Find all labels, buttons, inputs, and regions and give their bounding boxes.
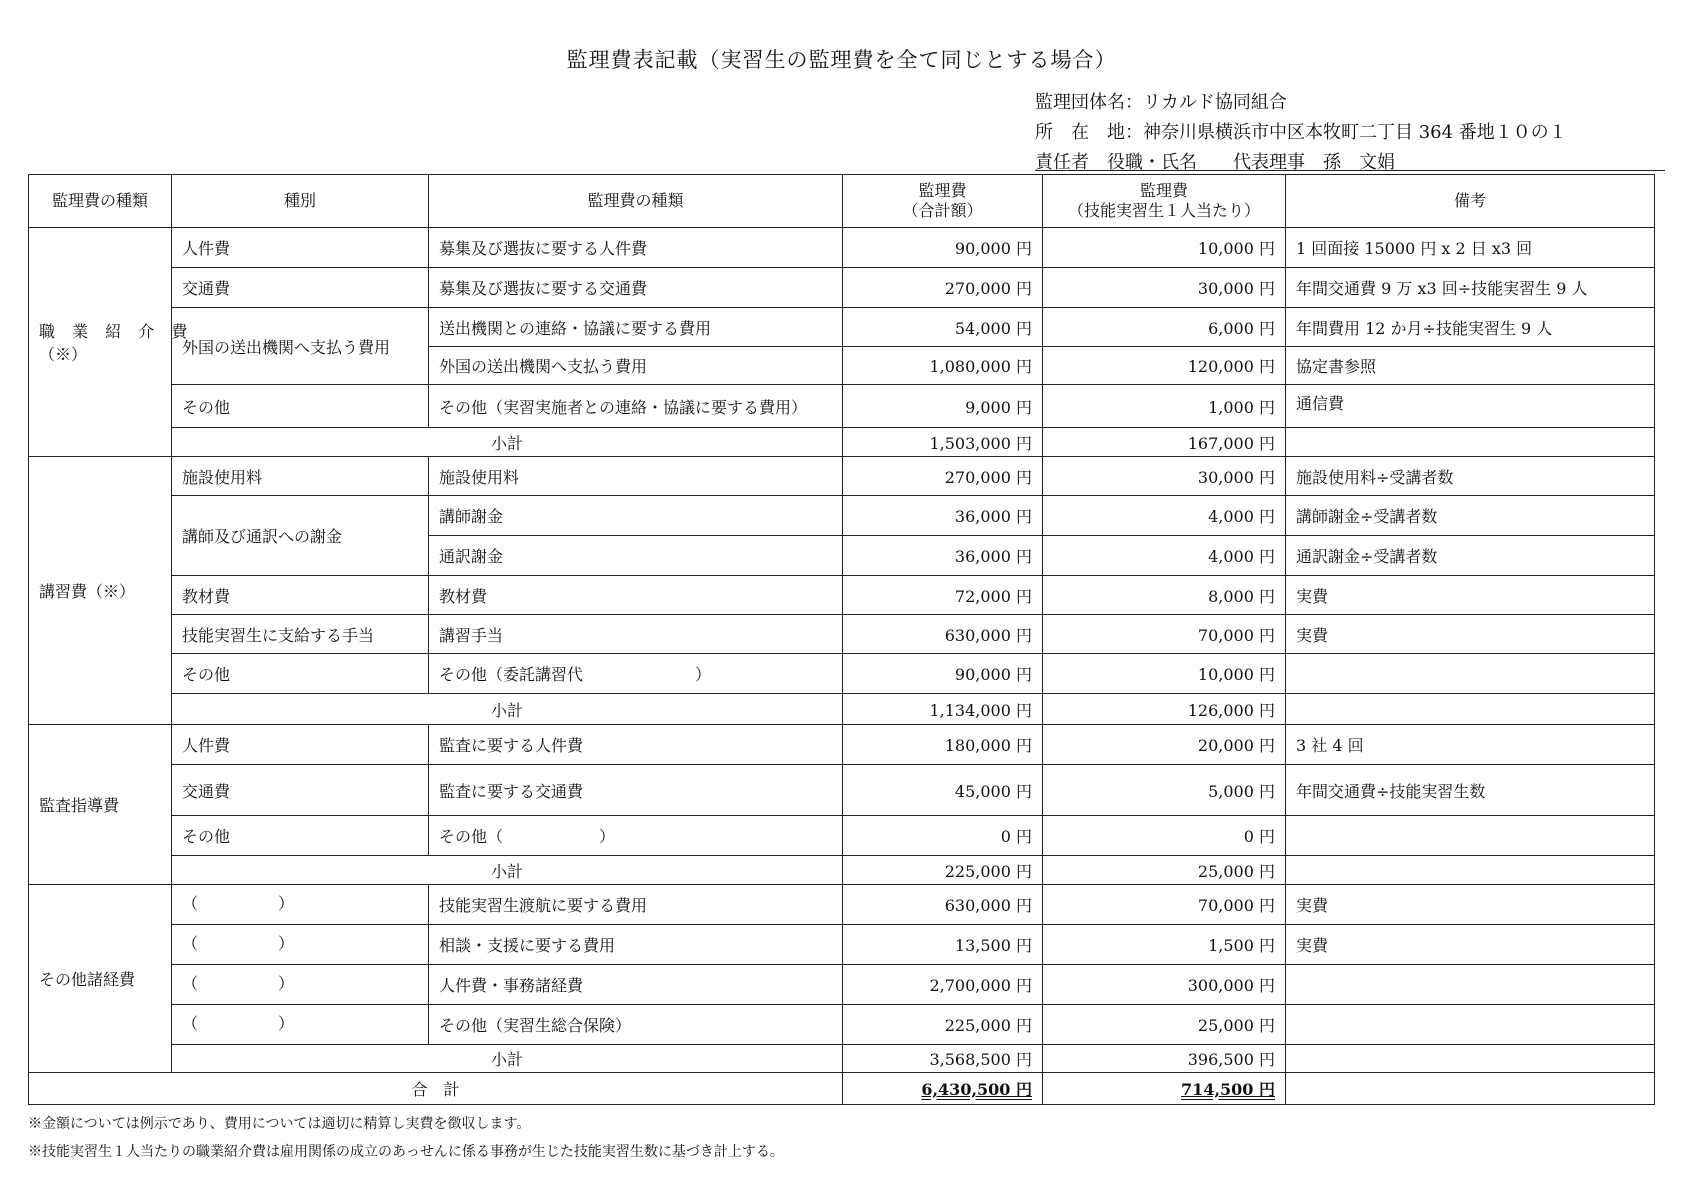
table-row: [29, 725, 1655, 765]
total-cell: 1,080,000 円: [843, 347, 1043, 385]
org-address: 所 在 地：神奈川県横浜市中区本牧町二丁目 364 番地１０の１: [1035, 122, 1567, 143]
note-cell: 1 回面接 15000 円 x 2 日 x3 回: [1286, 228, 1655, 268]
note-cell: [1286, 694, 1655, 725]
type-cell: 外国の送出機関へ支払う費用: [172, 308, 429, 385]
table-row: [29, 496, 1655, 536]
table-row: [29, 1005, 1655, 1045]
per-cell: 0 円: [1043, 816, 1286, 856]
footnote: ※技能実習生１人当たりの職業紹介費は雇用関係の成立のあっせんに係る事務が生じた技能実習生数に基づき計上する。: [28, 1144, 784, 1160]
subtotal-label: 小計: [172, 428, 843, 457]
per-cell: 1,000 円: [1043, 385, 1286, 428]
subtotal-per: 396,500 円: [1043, 1045, 1286, 1073]
subtotal-row: [29, 694, 1655, 725]
note-cell: 実費: [1286, 615, 1655, 654]
per-cell: 10,000 円: [1043, 654, 1286, 694]
type-cell: その他: [172, 654, 429, 694]
grand-total-row: [29, 1073, 1655, 1105]
type-cell: その他: [172, 385, 429, 428]
table-row: [29, 925, 1655, 965]
table-row: [29, 268, 1655, 308]
org-divider: [1035, 170, 1665, 171]
grand-total-total-cell: [843, 1073, 1043, 1105]
note-cell: 実費: [1286, 885, 1655, 925]
per-cell: 70,000 円: [1043, 885, 1286, 925]
table-row: [29, 885, 1655, 925]
kind-cell: その他（委託講習代 ）: [429, 654, 843, 694]
note-cell: 施設使用料÷受講者数: [1286, 457, 1655, 496]
kind-cell: 技能実習生渡航に要する費用: [429, 885, 843, 925]
subtotal-per: 126,000 円: [1043, 694, 1286, 725]
table-row: [29, 615, 1655, 654]
kind-cell: 人件費・事務諸経費: [429, 965, 843, 1005]
kind-cell: 教材費: [429, 576, 843, 615]
total-cell: 90,000 円: [843, 654, 1043, 694]
note-cell: 実費: [1286, 576, 1655, 615]
type-cell: （ ）: [172, 965, 429, 1005]
type-cell: その他: [172, 816, 429, 856]
type-cell: 教材費: [172, 576, 429, 615]
type-cell: 交通費: [172, 268, 429, 308]
kind-cell: 監査に要する交通費: [429, 765, 843, 816]
total-cell: 270,000 円: [843, 268, 1043, 308]
subtotal-row: [29, 1045, 1655, 1073]
subtotal-total: 1,503,000 円: [843, 428, 1043, 457]
type-cell: （ ）: [172, 885, 429, 925]
per-cell: 1,500 円: [1043, 925, 1286, 965]
org-responsible: 責任者 役職・氏名 代表理事 孫 文娟: [1035, 152, 1395, 173]
type-cell: （ ）: [172, 925, 429, 965]
table-row: [29, 385, 1655, 428]
per-cell: 120,000 円: [1043, 347, 1286, 385]
table-row: [29, 816, 1655, 856]
kind-cell: 講習手当: [429, 615, 843, 654]
total-cell: 630,000 円: [843, 615, 1043, 654]
subtotal-row: [29, 428, 1655, 457]
total-cell: 72,000 円: [843, 576, 1043, 615]
per-cell: 20,000 円: [1043, 725, 1286, 765]
note-cell: [1286, 1005, 1655, 1045]
total-cell: 180,000 円: [843, 725, 1043, 765]
grand-total-per-cell: [1043, 1073, 1286, 1105]
kind-cell: 施設使用料: [429, 457, 843, 496]
type-cell: 技能実習生に支給する手当: [172, 615, 429, 654]
footnotes: [28, 1110, 784, 1166]
table-row: [29, 228, 1655, 268]
total-cell: 2,700,000 円: [843, 965, 1043, 1005]
kind-cell: 外国の送出機関へ支払う費用: [429, 347, 843, 385]
type-cell: 人件費: [172, 228, 429, 268]
total-cell: 13,500 円: [843, 925, 1043, 965]
note-cell: [1286, 1045, 1655, 1073]
subtotal-label: 小計: [172, 856, 843, 885]
kind-cell: 送出機関との連絡・協議に要する費用: [429, 308, 843, 347]
kind-cell: 募集及び選抜に要する人件費: [429, 228, 843, 268]
category-cell: 講習費（※）: [29, 457, 172, 725]
per-cell: 30,000 円: [1043, 268, 1286, 308]
table-row: [29, 457, 1655, 496]
per-cell: 4,000 円: [1043, 496, 1286, 536]
total-cell: 270,000 円: [843, 457, 1043, 496]
subtotal-total: 3,568,500 円: [843, 1045, 1043, 1073]
total-cell: 54,000 円: [843, 308, 1043, 347]
category-cell: その他諸経費: [29, 885, 172, 1073]
organization-info: [1035, 88, 1567, 178]
note-cell: 通信費: [1286, 385, 1655, 428]
grand-total-per: 714,500 円: [1181, 1080, 1275, 1099]
category-cell: 監査指導費: [29, 725, 172, 885]
org-name: 監理団体名：リカルド協同組合: [1035, 92, 1287, 113]
subtotal-total: 1,134,000 円: [843, 694, 1043, 725]
per-cell: 30,000 円: [1043, 457, 1286, 496]
total-cell: 225,000 円: [843, 1005, 1043, 1045]
type-cell: （ ）: [172, 1005, 429, 1045]
type-cell: 交通費: [172, 765, 429, 816]
note-cell: 協定書参照: [1286, 347, 1655, 385]
header-note: 備考: [1286, 175, 1655, 228]
total-cell: 36,000 円: [843, 536, 1043, 576]
kind-cell: 監査に要する人件費: [429, 725, 843, 765]
type-cell: 施設使用料: [172, 457, 429, 496]
kind-cell: 講師謝金: [429, 496, 843, 536]
grand-total-total: 6,430,500 円: [921, 1080, 1032, 1099]
header-kind: 監理費の種類: [429, 175, 843, 228]
note-cell: 年間交通費÷技能実習生数: [1286, 765, 1655, 816]
header-type: 種別: [172, 175, 429, 228]
total-cell: 9,000 円: [843, 385, 1043, 428]
note-cell: 年間費用 12 か月÷技能実習生 9 人: [1286, 308, 1655, 347]
kind-cell: その他（実習生総合保険）: [429, 1005, 843, 1045]
subtotal-label: 小計: [172, 1045, 843, 1073]
kind-cell: 通訳謝金: [429, 536, 843, 576]
note-cell: [1286, 816, 1655, 856]
category-cell: 職 業 紹 介 費 （※）: [29, 228, 172, 457]
per-cell: 4,000 円: [1043, 536, 1286, 576]
per-cell: 300,000 円: [1043, 965, 1286, 1005]
total-cell: 90,000 円: [843, 228, 1043, 268]
per-cell: 6,000 円: [1043, 308, 1286, 347]
note-cell: 実費: [1286, 925, 1655, 965]
subtotal-label: 小計: [172, 694, 843, 725]
subtotal-row: [29, 856, 1655, 885]
per-cell: 25,000 円: [1043, 1005, 1286, 1045]
table-row: [29, 576, 1655, 615]
grand-total-label: 合 計: [29, 1073, 843, 1105]
note-cell: 年間交通費 9 万 x3 回÷技能実習生 9 人: [1286, 268, 1655, 308]
note-cell: [1286, 428, 1655, 457]
table-row: [29, 308, 1655, 347]
page-title: 監理費表記載（実習生の監理費を全て同じとする場合）: [566, 48, 1117, 72]
per-cell: 5,000 円: [1043, 765, 1286, 816]
header-total: 監理費 （合計額）: [843, 175, 1043, 228]
table-row: [29, 965, 1655, 1005]
kind-cell: その他（ ）: [429, 816, 843, 856]
subtotal-per: 25,000 円: [1043, 856, 1286, 885]
header-category: 監理費の種類: [29, 175, 172, 228]
note-cell: [1286, 654, 1655, 694]
note-cell: [1286, 1073, 1655, 1105]
note-cell: 3 社 4 回: [1286, 725, 1655, 765]
kind-cell: 募集及び選抜に要する交通費: [429, 268, 843, 308]
per-cell: 70,000 円: [1043, 615, 1286, 654]
note-cell: [1286, 965, 1655, 1005]
note-cell: 通訳謝金÷受講者数: [1286, 536, 1655, 576]
header-per-person: 監理費 （技能実習生１人当たり）: [1043, 175, 1286, 228]
per-cell: 10,000 円: [1043, 228, 1286, 268]
note-cell: 講師謝金÷受講者数: [1286, 496, 1655, 536]
per-cell: 8,000 円: [1043, 576, 1286, 615]
table-row: [29, 654, 1655, 694]
total-cell: 36,000 円: [843, 496, 1043, 536]
note-cell: [1286, 856, 1655, 885]
footnote: ※金額については例示であり、費用については適切に精算し実費を徴収します。: [28, 1116, 531, 1132]
kind-cell: その他（実習実施者との連絡・協議に要する費用）: [429, 385, 843, 428]
subtotal-total: 225,000 円: [843, 856, 1043, 885]
subtotal-per: 167,000 円: [1043, 428, 1286, 457]
fee-table: [28, 174, 1655, 1105]
type-cell: 人件費: [172, 725, 429, 765]
table-row: [29, 765, 1655, 816]
total-cell: 0 円: [843, 816, 1043, 856]
kind-cell: 相談・支援に要する費用: [429, 925, 843, 965]
total-cell: 630,000 円: [843, 885, 1043, 925]
total-cell: 45,000 円: [843, 765, 1043, 816]
table-header-row: [29, 175, 1655, 228]
type-cell: 講師及び通訳への謝金: [172, 496, 429, 576]
